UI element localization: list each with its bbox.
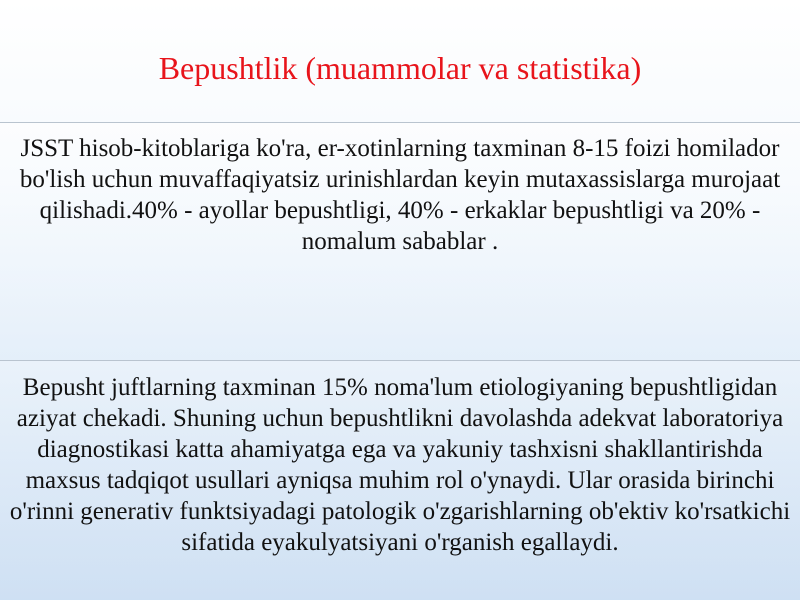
text-block-diagnostics	[0, 360, 800, 600]
paragraph-diagnostics: Bepusht juftlarning taxminan 15% noma'lum etiologiyaning bepushtligidan aziyat chekadi. Shuning uchun bepushtlikni davolashda adekvat laboratoriya diagnostikasi katta ahamiyatga ega va yakuniy tashxisni shakllantirishda maxsus tadqiqot usullari ayniqsa muhim rol o'ynaydi. Ular orasida birinchi o'rinni generativ funktsiyadagi patologik o'zgarishlarning ob'ektiv ko'rsatkichi sifatida eyakulyatsiyani o'rganish egallaydi.	[9, 374, 791, 556]
slide-title: Bepushtlik (muammolar va statistika)	[158, 50, 642, 86]
paragraph-statistics: JSST hisob-kitoblariga ko'ra, er-xotinlarning taxminan 8-15 foizi homilador bo'lish uchun muvaffaqiyatsiz urinishlardan keyin mutaxassislarga murojaat qilishadi.40% - ayollar bepushtligi, 40% - erkaklar bepushtligi va 20% - nomalum sabablar .	[19, 135, 781, 255]
text-block-statistics	[0, 122, 800, 360]
